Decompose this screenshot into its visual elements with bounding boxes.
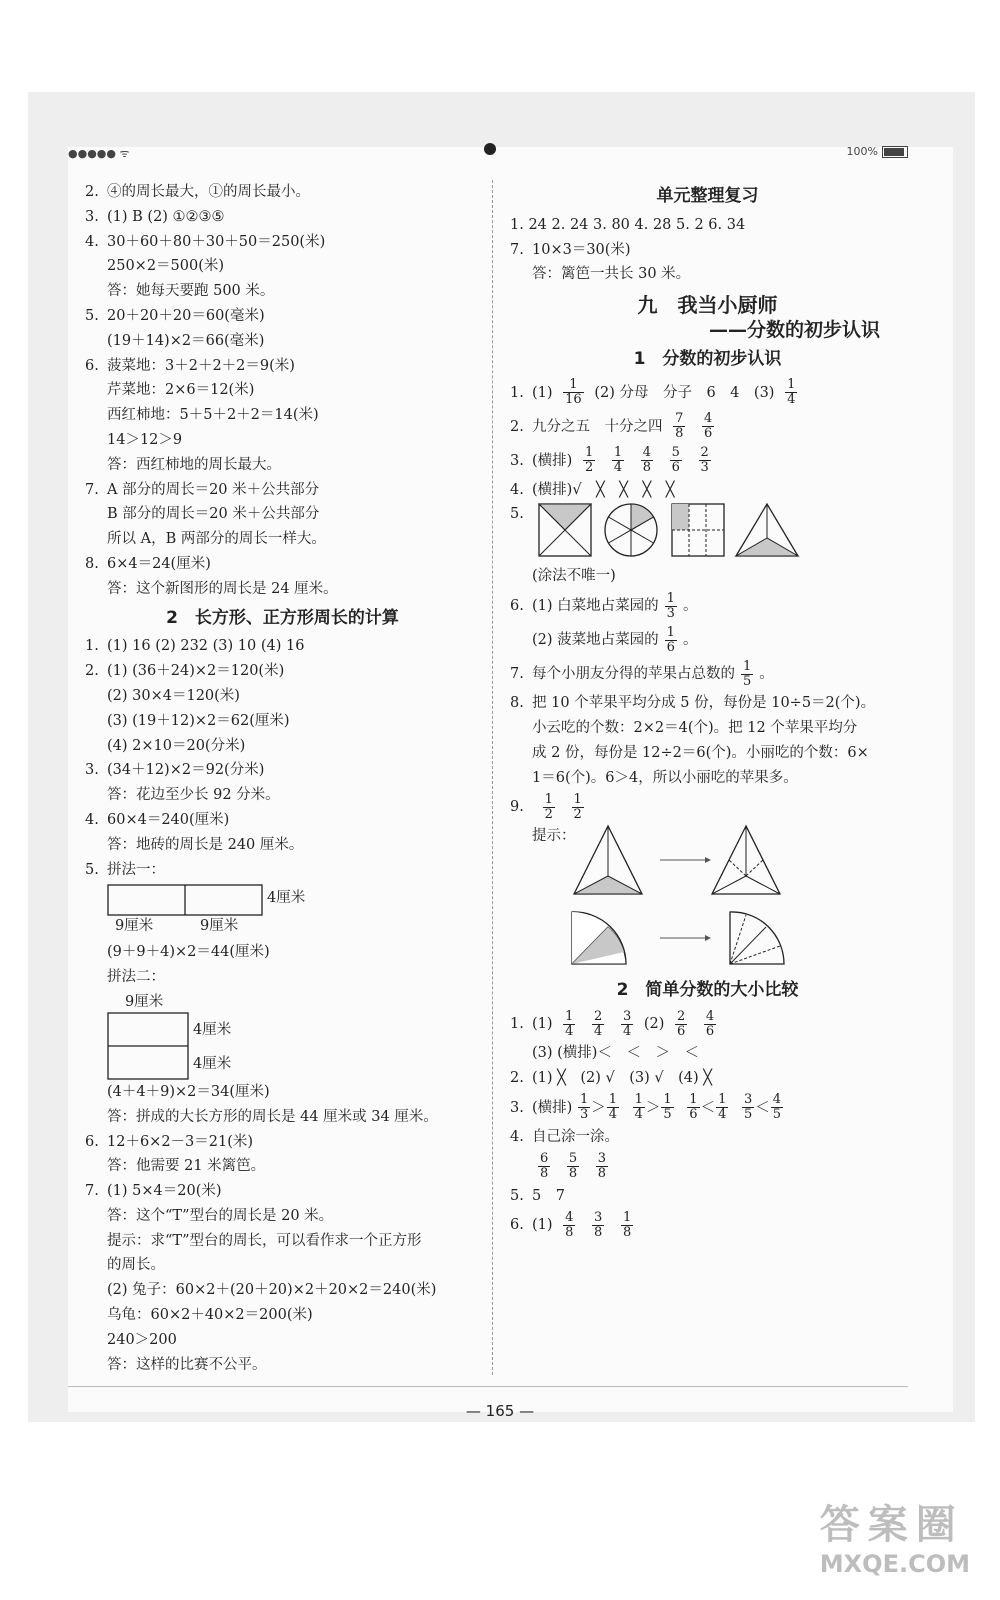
signal-icon: ●●●●● ᯤ [68,147,130,160]
answer-line: B 部分的周长＝20 米＋公共部分 [107,506,320,523]
figure-label: 9厘米 [125,993,164,1010]
fraction: $\frac{7}{8}$ [675,411,684,442]
fraction: $\frac{1}{3}$ [579,1092,589,1123]
answer-line: 3. (1) B (2) ①②③⑤ [85,208,225,225]
section-heading: 2 简单分数的大小比较 [616,980,799,1001]
column-divider [492,180,493,1375]
camera-icon [484,143,496,155]
fraction: $\frac{2}{4}$ [594,1008,603,1039]
circle-shading-icon [601,502,665,558]
answer-line: (4＋4＋9)×2＝34(厘米) [107,1083,270,1100]
fraction: $\frac{3}{8}$ [594,1209,603,1240]
triangle-shading-icon [734,502,800,558]
answer-line: 5. 5 7 [510,1187,565,1204]
answer-line: 250×2＝500(米) [107,258,225,275]
answer-line: 1. (1) $\frac{1}{4}$ $\frac{2}{4}$ $\frac{3}{4}$ (2) $\frac{2}{6}$ $\frac{4}{6}$ [510,1008,715,1039]
fraction: $\frac{1}{2}$ [544,791,553,822]
fraction: $\frac{4}{8}$ [565,1209,574,1240]
answer-line: 答：这个“T”型台的周长是 20 米。 [107,1207,334,1224]
answer-line: 1. (1) 16 (2) 232 (3) 10 (4) 16 [85,638,305,655]
battery-indicator: 100% [847,145,908,158]
answer-line: 3. (横排) $\frac{1}{3}$ ＞ $\frac{1}{4}$ $\frac{1}{4}$ ＞ $\frac{1}{5}$ $\frac{1}{6}$ ＜ $\frac{1}{4}$ $\frac{3}{5}$ ＜ $\frac{4}{5}$ [510,1092,782,1123]
fraction: $\frac{6}{8}$ [540,1151,549,1182]
chapter-title: 九 我当小厨师 [637,293,778,318]
fraction: $\frac{1}{5}$ [663,1092,672,1123]
answer-line: 成 2 份，每份是 12÷2＝6(个)。小丽吃的个数：6× [532,744,869,761]
answer-line: 7. 10×3＝30(米) [510,241,631,258]
answer-line: 2. 九分之五 十分之四 $\frac{7}{8}$ $\frac{4}{6}$ [510,411,713,442]
grid-shading-icon [670,502,730,558]
fraction: $\frac{1}{4}$ [718,1092,727,1123]
answer-line: 9. $\frac{1}{2}$ $\frac{1}{2}$ [510,791,582,822]
answer-line: 答：她每天要跑 500 米。 [107,283,275,300]
fraction: $\frac{1}{6}$ [666,624,675,655]
answer-line: 8. 6×4＝24(厘米) [85,555,211,572]
answer-line: 5. 拼法一： [85,861,165,878]
answer-line: 3. (34＋12)×2＝92(分米) [85,762,265,779]
section-heading: 单元整理复习 [656,186,759,206]
answer-line: (4) 2×10＝20(分米) [107,737,246,754]
answer-line: 小云吃的个数：2×2＝4(个)。把 12 个苹果平均分 [532,719,858,736]
figure-label: 9厘米 [200,918,239,935]
fraction: $\frac{3}{8}$ [597,1151,607,1182]
answer-line: 7. A 部分的周长＝20 米＋公共部分 [85,481,320,498]
answer-line: 1. 24 2. 24 3. 80 4. 28 5. 2 6. 34 [510,216,746,233]
answer-line: 4. 60×4＝240(厘米) [85,811,230,828]
answer-line: 答：西红柿地的周长最大。 [107,456,281,473]
fraction: $\frac{1}{16}$ [565,377,582,408]
left-column [85,180,480,1377]
square-shading-icon [537,502,597,558]
battery-icon [882,146,908,158]
answer-line: 西红柿地：5＋5＋2＋2＝14(米) [107,407,319,424]
fraction: $\frac{1}{2}$ [573,791,582,822]
fraction: $\frac{3}{4}$ [622,1008,632,1039]
watermark-logo: 答案圈 MXQE.COM [819,1502,970,1578]
answer-line: 2. (1) ╳ (2) √ (3) √ (4) ╳ [510,1069,713,1086]
answer-line: (3) (19＋12)×2＝62(厘米) [107,712,290,729]
figure-label: 4厘米 [193,1055,232,1072]
answer-line: 拼法二： [107,969,165,986]
fraction: $\frac{1}{3}$ [666,590,675,621]
answer-line: 240＞200 [107,1331,177,1348]
rectangle-figure-2 [85,990,480,1080]
fraction: $\frac{2}{3}$ [700,445,709,476]
answer-line [510,1150,905,1184]
answer-line: (3) (横排)＜ ＜ ＞ ＜ [532,1045,699,1062]
answer-line: 1＝6(个)。6＞4，所以小丽吃的苹果多。 [532,769,798,786]
fraction: $\frac{1}{4}$ [608,1092,617,1123]
answer-line: 1. (1) $\frac{1}{16}$ (2) 分母 分子 6 4 (3) $\frac{1}{4}$ [510,377,796,408]
answer-line: 的周长。 [107,1257,165,1274]
section-heading: 1 分数的初步认识 [633,348,782,369]
answer-line: (2) 30×4＝120(米) [107,687,240,704]
fraction: $\frac{4}{5}$ [772,1092,782,1123]
bottom-rule [68,1386,908,1387]
fraction: $\frac{1}{4}$ [613,445,623,476]
answer-line: (9＋9＋4)×2＝44(厘米) [107,944,270,961]
answer-line: 答：地砖的周长是 240 厘米。 [107,836,304,853]
answer-line: 7. 每个小朋友分得的苹果占总数的 $\frac{1}{5}$ 。 [510,658,774,689]
answer-line: (2) 菠菜地占菜园的 $\frac{1}{6}$ 。 [532,624,698,655]
fraction: $\frac{1}{4}$ [787,377,796,408]
fraction: $\frac{4}{6}$ [704,411,713,442]
answer-line: 芹菜地：2×6＝12(米) [107,382,255,399]
chapter-subtitle: ——分数的初步认识 [708,318,880,341]
section-heading: 2 长方形、正方形周长的计算 [166,607,399,628]
fraction: $\frac{1}{2}$ [584,445,594,476]
answer-line: 答：他需要 21 米篱笆。 [107,1158,266,1175]
figure-label: 4厘米 [193,1021,232,1038]
figure-label: 4厘米 [267,890,306,907]
answer-line: (2) 兔子：60×2＋(20＋20)×2＋20×2＝240(米) [107,1282,437,1299]
fraction: $\frac{3}{5}$ [743,1092,753,1123]
answer-line: 2. ④的周长最大，①的周长最小。 [85,184,310,200]
hint-label: 提示： [532,828,576,845]
fraction: $\frac{1}{4}$ [565,1008,574,1039]
answer-line: (涂法不唯一) [532,568,616,585]
answer-line: 8. 把 10 个苹果平均分成 5 份，每份是 10÷5＝2(个)。 [510,695,876,712]
answer-line: 2. (1) (36＋24)×2＝120(米) [85,663,285,680]
right-column [510,180,905,1242]
answer-line: 乌龟：60×2＋40×2＝200(米) [107,1307,313,1324]
fraction: $\frac{1}{4}$ [634,1092,643,1123]
answer-line: 7. (1) 5×4＝20(米) [85,1183,222,1200]
answer-line: 4. (横排)√ ╳ ╳ ╳ ╳ [510,481,675,498]
shading-figures: 5. [510,502,905,564]
answer-line: 6. 12＋6×2－3＝21(米) [85,1133,254,1150]
answer-line: 答：这个新图形的周长是 24 厘米。 [107,580,338,597]
figure-label: 9厘米 [115,918,154,935]
fraction: $\frac{1}{5}$ [743,658,752,689]
answer-line: 14＞12＞9 [107,431,183,448]
answer-line: (19＋14)×2＝66(毫米) [107,332,265,349]
answer-line: 6. (1) 白菜地占菜园的 $\frac{1}{3}$ 。 [510,590,698,621]
answer-line: 4. 自己涂一涂。 [510,1128,619,1145]
rectangle-figure-1 [85,882,480,940]
fraction: $\frac{2}{6}$ [676,1008,686,1039]
page-number: — 165 — [465,1402,535,1420]
answer-line: 答：花边至少长 92 分米。 [107,787,280,804]
answer-line: 答：这样的比赛不公平。 [107,1356,267,1373]
fraction: $\frac{5}{8}$ [568,1151,578,1182]
answer-line: 3. (横排) $\frac{1}{2}$ $\frac{1}{4}$ $\frac{4}{8}$ $\frac{5}{6}$ $\frac{2}{3}$ [510,445,709,476]
fraction: $\frac{1}{8}$ [622,1209,632,1240]
fraction: $\frac{5}{6}$ [671,445,680,476]
answer-line: 提示：求“T”型台的周长，可以看作求一个正方形 [107,1232,422,1249]
hint-figures [510,824,905,974]
fraction: $\frac{4}{6}$ [705,1008,715,1039]
answer-line: 答：拼成的大长方形的周长是 44 厘米或 34 厘米。 [107,1108,438,1125]
answer-line: 4. 30＋60＋80＋30＋50＝250(米) [85,233,326,250]
fraction: $\frac{4}{8}$ [642,445,651,476]
answer-line: 6. 菠菜地：3＋2＋2＋2＝9(米) [85,357,295,374]
answer-line: 所以 A，B 两部分的周长一样大。 [107,531,326,548]
answer-line: 5. 20＋20＋20＝60(毫米) [85,307,265,324]
fraction: $\frac{1}{6}$ [689,1092,698,1123]
answer-line: 6. (1) $\frac{4}{8}$ $\frac{3}{8}$ $\frac{1}{8}$ [510,1209,632,1240]
answer-line: 答：篱笆一共长 30 米。 [532,266,691,283]
